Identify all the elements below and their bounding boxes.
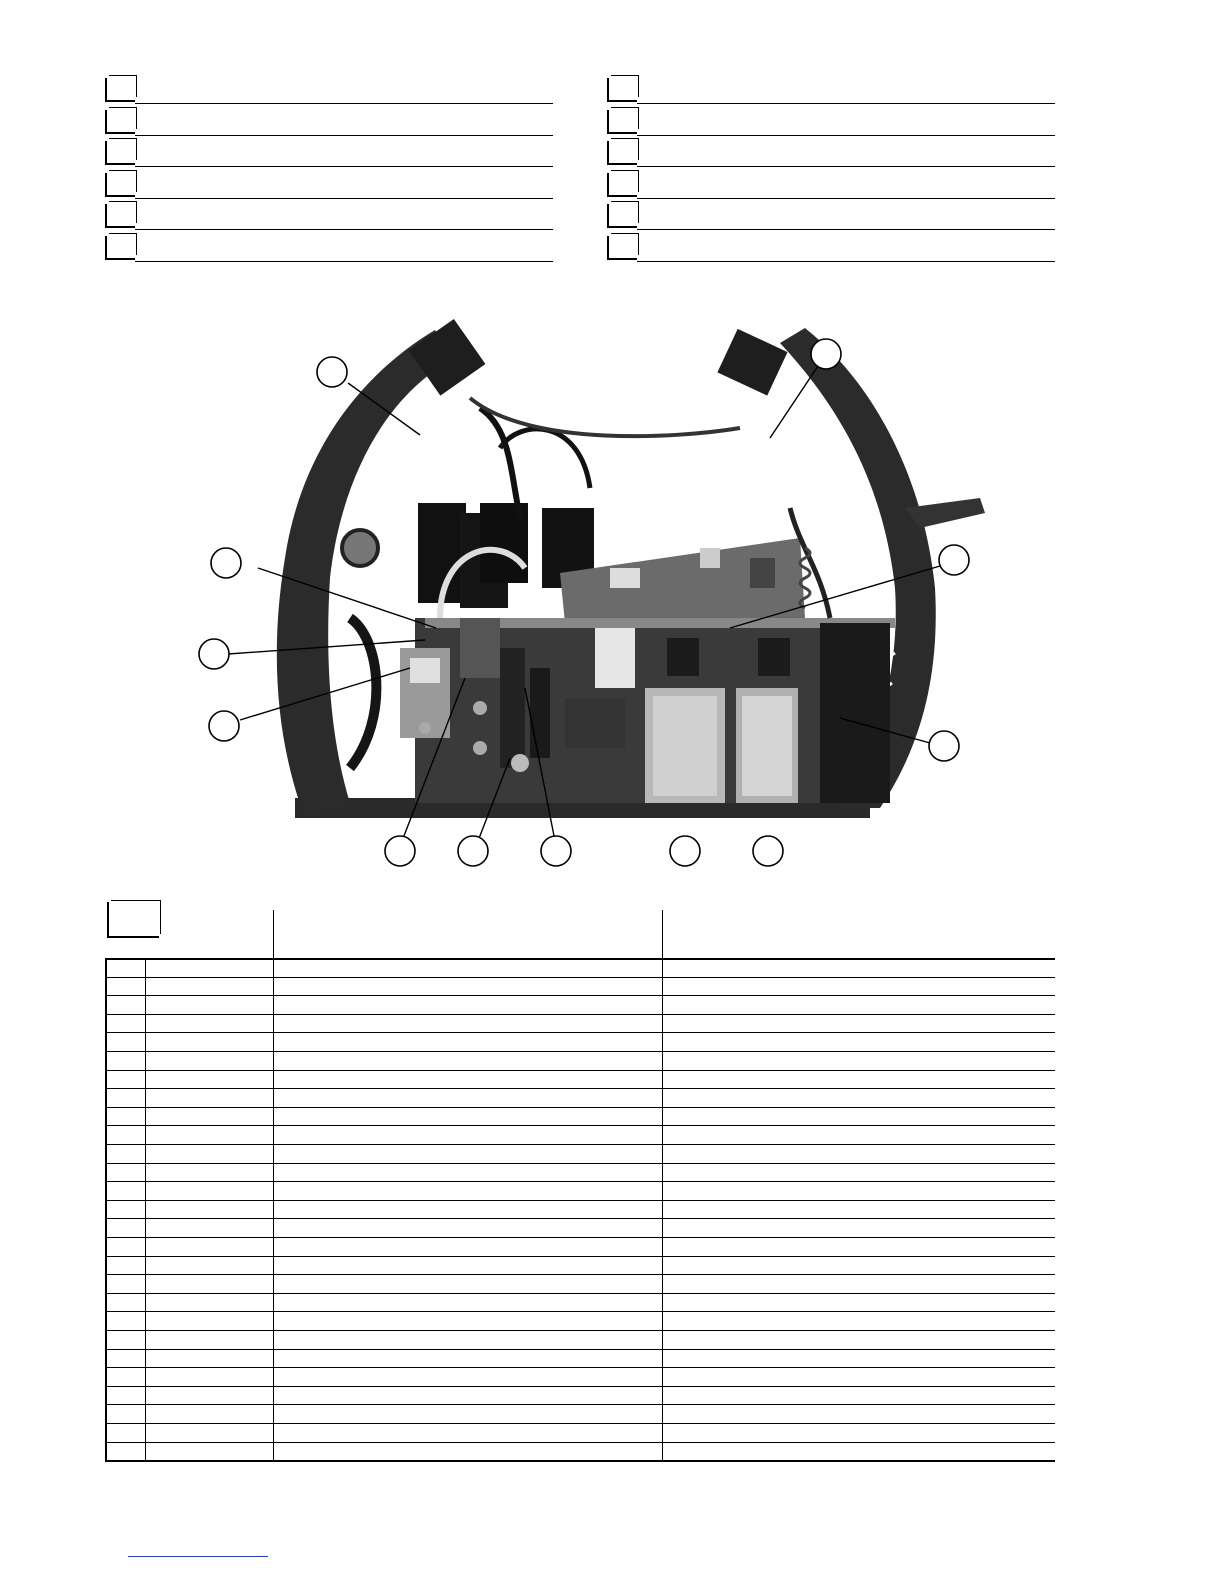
- table-row: [105, 1088, 1055, 1106]
- table-row: [105, 1386, 1055, 1404]
- parts-table: [105, 910, 1055, 1460]
- header-row-box: [607, 78, 637, 102]
- header-row-box: [607, 236, 637, 260]
- table-row: [105, 1014, 1055, 1032]
- header-row-left-6: [105, 233, 553, 263]
- callout-11: [670, 836, 700, 866]
- table-row: [105, 977, 1055, 995]
- header-row-underline: [637, 229, 1055, 230]
- callout-10: [541, 836, 571, 866]
- callout-2: [811, 339, 841, 369]
- header-row-left-5: [105, 201, 553, 231]
- header-row-box: [105, 141, 135, 165]
- header-row-right-5: [607, 201, 1055, 231]
- header-row-box: [105, 110, 135, 134]
- callout-5: [209, 711, 239, 741]
- header-row-left-2: [105, 107, 553, 137]
- header-row-box: [607, 141, 637, 165]
- header-row-underline: [637, 103, 1055, 104]
- table-row: [105, 1404, 1055, 1422]
- header-row-box: [105, 204, 135, 228]
- header-row-right-6: [607, 233, 1055, 263]
- table-row: [105, 1423, 1055, 1441]
- header-row-box: [105, 236, 135, 260]
- callout-7: [929, 731, 959, 761]
- header-row-left-3: [105, 138, 553, 168]
- header-row-underline: [135, 135, 553, 136]
- table-row-divider: [105, 1460, 1055, 1462]
- table-row: [105, 1330, 1055, 1348]
- header-row-right-4: [607, 170, 1055, 200]
- header-row-right-3: [607, 138, 1055, 168]
- header-row-left-1: [105, 75, 553, 105]
- table-row: [105, 1051, 1055, 1069]
- table-row: [105, 1311, 1055, 1329]
- header-row-right-1: [607, 75, 1055, 105]
- table-row: [105, 995, 1055, 1013]
- parts-table-corner-box: [107, 902, 159, 938]
- header-row-underline: [637, 198, 1055, 199]
- header-row-underline: [637, 261, 1055, 262]
- header-row-left-4: [105, 170, 553, 200]
- footer-link[interactable]: [128, 1556, 268, 1557]
- table-row: [105, 1125, 1055, 1143]
- callout-3: [211, 548, 241, 578]
- callout-1: [317, 357, 347, 387]
- table-row: [105, 958, 1055, 976]
- table-row: [105, 1144, 1055, 1162]
- table-row: [105, 1274, 1055, 1292]
- header-row-box: [607, 173, 637, 197]
- table-row: [105, 1293, 1055, 1311]
- table-row: [105, 1200, 1055, 1218]
- callout-8: [385, 836, 415, 866]
- header-row-right-2: [607, 107, 1055, 137]
- header-row-underline: [135, 103, 553, 104]
- header-row-underline: [637, 135, 1055, 136]
- table-row: [105, 1181, 1055, 1199]
- header-row-underline: [135, 229, 553, 230]
- machine-photo: [277, 319, 985, 818]
- table-row: [105, 1237, 1055, 1255]
- table-row: [105, 1256, 1055, 1274]
- header-row-underline: [135, 166, 553, 167]
- callout-12: [753, 836, 783, 866]
- callout-9: [458, 836, 488, 866]
- table-row: [105, 1032, 1055, 1050]
- header-row-underline: [135, 198, 553, 199]
- header-row-box: [105, 78, 135, 102]
- header-row-box: [105, 173, 135, 197]
- table-row: [105, 1442, 1055, 1460]
- table-row: [105, 1218, 1055, 1236]
- table-row: [105, 1070, 1055, 1088]
- header-row-underline: [637, 166, 1055, 167]
- header-row-box: [607, 204, 637, 228]
- header-row-underline: [135, 261, 553, 262]
- table-row: [105, 1349, 1055, 1367]
- table-row: [105, 1367, 1055, 1385]
- callout-6: [939, 545, 969, 575]
- table-row: [105, 1107, 1055, 1125]
- machine-interior-figure: [180, 318, 1000, 874]
- header-row-box: [607, 110, 637, 134]
- table-row: [105, 1163, 1055, 1181]
- callout-4: [199, 639, 229, 669]
